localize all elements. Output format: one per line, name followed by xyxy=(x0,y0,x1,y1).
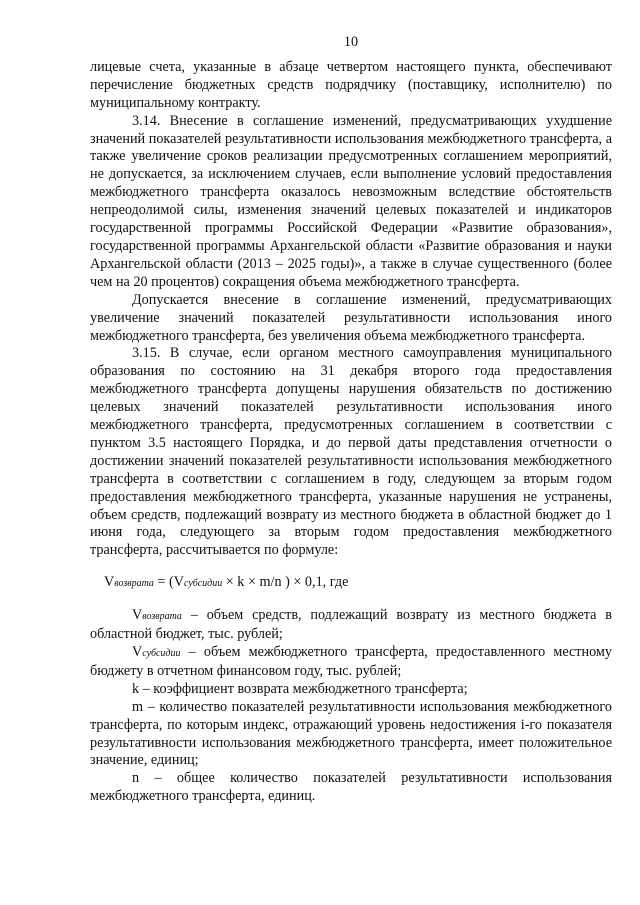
paragraph-3-14: 3.14. Внесение в соглашение изменений, предусматривающих ухудшение значений показателей результативности использования межбюджетного трансферта, а также увеличение сроков реализации предусмотренных соглашением мероприятий, не допускается, за исключением случаев, если выполнение условий предоставления межбюджетного трансферта оказалось невозможным вследствие обстоятельств непреодолимой силы, изменения значений целевых показателей и индикаторов государственной программы Российской Федерации «Развитие образования», государственной программы Архангельской области «Развитие образования и науки Архангельской области (2013 – 2025 годы)», а также в случае существенного (более чем на 20 процентов) сокращения объема межбюджетного трансферта. xyxy=(90,112,612,290)
definition-v-return-text: – объем средств, подлежащий возврату из местного бюджета в областной бюджет, тыс. рублей; xyxy=(90,607,612,643)
definition-v-subscript: субсидии xyxy=(142,648,181,659)
definition-k: k – коэффициент возврата межбюджетного трансферта; xyxy=(132,680,468,697)
paragraph-continuation: лицевые счета, указанные в абзаце четвертом настоящего пункта, обеспечивают перечисление бюджетных средств подрядчику (поставщику, исполнителю) по муниципальному контракту. xyxy=(90,58,612,111)
document-page xyxy=(90,34,612,806)
definition-v-subsidy-text: – объем межбюджетного трансферта, предоставленного местному бюджету в отчетном финансовом году, тыс. рублей; xyxy=(90,644,612,679)
definition-m: m – количество показателей результативности использования межбюджетного трансферта, по которым индекс, отражающий уровень недостижения i-го показателя результативности использования межбюджетного трансферта, имеет положительное значение, единиц; xyxy=(90,698,612,769)
formula-v: V xyxy=(104,574,115,591)
definition-n: n – общее количество показателей результативности использования межбюджетного трансферта, единиц. xyxy=(90,770,612,805)
definition-v-symbol: V xyxy=(132,607,143,624)
definition-v-subscript: возврата xyxy=(142,611,182,623)
definition-v-return xyxy=(90,607,612,644)
paragraph-amendments-allowed: Допускается внесение в соглашение изменений, предусматривающих увеличение значений показателей результативности использования иного межбюджетного трансферта, без увеличения объема межбюджетного трансферта. xyxy=(90,291,612,344)
paragraph-3-15: 3.15. В случае, если органом местного самоуправления муниципального образования по состоянию на 31 декабря второго года предоставления межбюджетного трансферта допущены нарушения обязательств по достижению целевых значений показателей результативности использования иного межбюджетного трансферта, предусмотренных соглашением в соответствии с пунктом 3.5 настоящего Порядка, и до первой даты представления отчетности о достижении значений показателей результативности использования межбюджетного трансферта в соответствии с соглашением в году, следующем за вторым годом предоставления межбюджетного трансферта, указанные нарушения не устранены, объем средств, подлежащий возврату из местного бюджета в областной бюджет до 1 июня года, следующего за вторым годом предоставления межбюджетного трансферта, рассчитывается по формуле: xyxy=(90,345,612,559)
formula-eq-open: = (V xyxy=(153,574,184,591)
definition-v-subsidy xyxy=(90,644,612,681)
formula-subscript-return: возврата xyxy=(114,578,154,590)
page-number: 10 xyxy=(343,34,359,50)
definition-v-symbol: V xyxy=(132,644,143,660)
formula-subscript-subsidy: субсидии xyxy=(184,578,223,590)
return-formula xyxy=(104,574,612,593)
formula-rest: × k × m/n ) × 0,1, где xyxy=(222,574,349,591)
